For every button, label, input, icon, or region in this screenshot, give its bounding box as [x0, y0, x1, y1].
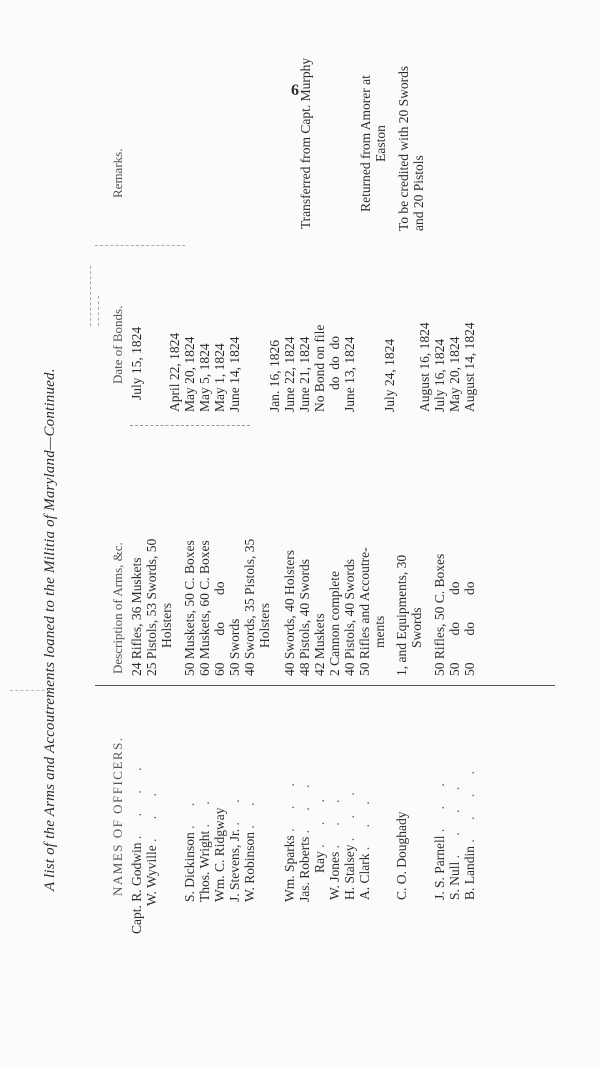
bond-date: July 24, 1824 [382, 338, 397, 412]
officer-name: S. Null . . . . [447, 778, 462, 900]
officer-name: H. Stalsey . . . [342, 784, 357, 900]
bond-date: Jan. 16, 1826 [267, 340, 282, 412]
bond-date: No Bond on file [312, 324, 327, 412]
arms-description: 50 Rifles, 50 C. Boxes [432, 553, 447, 676]
bond-date: August 16, 1824 [417, 322, 432, 412]
arms-description: 2 Cannon complete [327, 571, 342, 676]
arms-description: ments [372, 615, 387, 648]
scan-mark [90, 266, 94, 326]
officer-name: A. Clark . . . [357, 793, 372, 900]
bond-date: May 1, 1824 [212, 343, 227, 412]
arms-description: 50 do do [462, 581, 477, 676]
officer-name: C. O. Doughady [394, 811, 409, 900]
column-rule-description [130, 425, 250, 426]
officer-name: Wm. Sparks . . . [282, 775, 297, 902]
arms-description: 50 Muskets, 50 C. Boxes [182, 540, 197, 676]
officer-name: W. Wyville . . . [144, 785, 159, 906]
arms-description: 50 Swords [227, 618, 242, 676]
arms-description: 40 Swords, 40 Holsters [282, 549, 297, 676]
bond-date: June 21, 1824 [297, 336, 312, 412]
remark: To be credited with 20 Swords and 20 Pistols [396, 65, 426, 231]
officer-name: B. Landin . . . . [462, 763, 477, 900]
arms-description: 60 Muskets, 60 C. Boxes [197, 540, 212, 676]
arms-description: 25 Pistols, 53 Swords, 50 [144, 538, 159, 676]
arms-description: 50 Rifles and Accoutre- [357, 547, 372, 676]
column-rule-top [10, 690, 50, 691]
bond-date: do do do [327, 336, 342, 390]
officer-name: Thos. Wright . . [197, 793, 212, 902]
header-remarks: Remarks. [110, 148, 125, 198]
bond-date: June 14, 1824 [227, 336, 242, 412]
arms-description: 24 Rifles, 36 Muskets [129, 557, 144, 676]
bond-date: April 22, 1824 [167, 332, 182, 412]
remark: Transferred from Capt. Murphy [298, 57, 313, 230]
bond-date: July 15, 1824 [129, 326, 144, 400]
arms-description: 60 do do [212, 581, 227, 676]
bond-date: May 5, 1824 [197, 343, 212, 412]
bond-date: May 20, 1824 [447, 336, 462, 412]
arms-description: Holsters [159, 603, 174, 648]
arms-description: Swords [409, 607, 424, 648]
officer-name: Jas. Roberts . . . [297, 776, 312, 902]
officer-name: J. Stevens, Jr. . . [227, 791, 242, 902]
arms-description: 48 Pistols, 40 Swords [297, 558, 312, 676]
arms-description: 40 Swords, 35 Pistols, 35 [242, 538, 257, 676]
arms-description: 1, and Equipments, 30 [394, 554, 409, 676]
remark: Returned from Amorer at Easton [358, 75, 388, 212]
bond-date: June 13, 1824 [342, 336, 357, 412]
bond-date: July 16, 1824 [432, 338, 447, 412]
bond-date: August 14, 1824 [462, 322, 477, 412]
scan-mark [98, 296, 102, 326]
officer-name: S. Dickinson . . [182, 794, 197, 902]
header-names-of-officers: NAMES OF OFFICERS. [110, 736, 125, 896]
arms-description: 40 Pistols, 40 Swords [342, 558, 357, 676]
officer-name: Wm. C. Ridgway [212, 807, 227, 902]
page-number: 6 [291, 82, 299, 99]
arms-description: Holsters [257, 603, 272, 648]
officer-name: Ray . . . [312, 791, 327, 873]
officer-name: W. Jones . . . [327, 791, 342, 900]
bond-date: May 20, 1824 [182, 336, 197, 412]
table-title: A list of the Arms and Accoutrements loaned to the Militia of Maryland—Continued. [42, 368, 58, 891]
officer-name: J. S. Parnell . . . [432, 775, 447, 900]
officer-name: W. Robinson . . [242, 794, 257, 902]
arms-description: 50 do do [447, 581, 462, 676]
header-description: Description of Arms, &c. [110, 542, 125, 674]
bond-date: June 22, 1824 [282, 336, 297, 412]
arms-description: 42 Muskets [312, 613, 327, 676]
header-date-of-bonds: Date of Bonds. [110, 305, 125, 384]
officer-name: Capt. R. Godwin . . . . [129, 759, 144, 934]
